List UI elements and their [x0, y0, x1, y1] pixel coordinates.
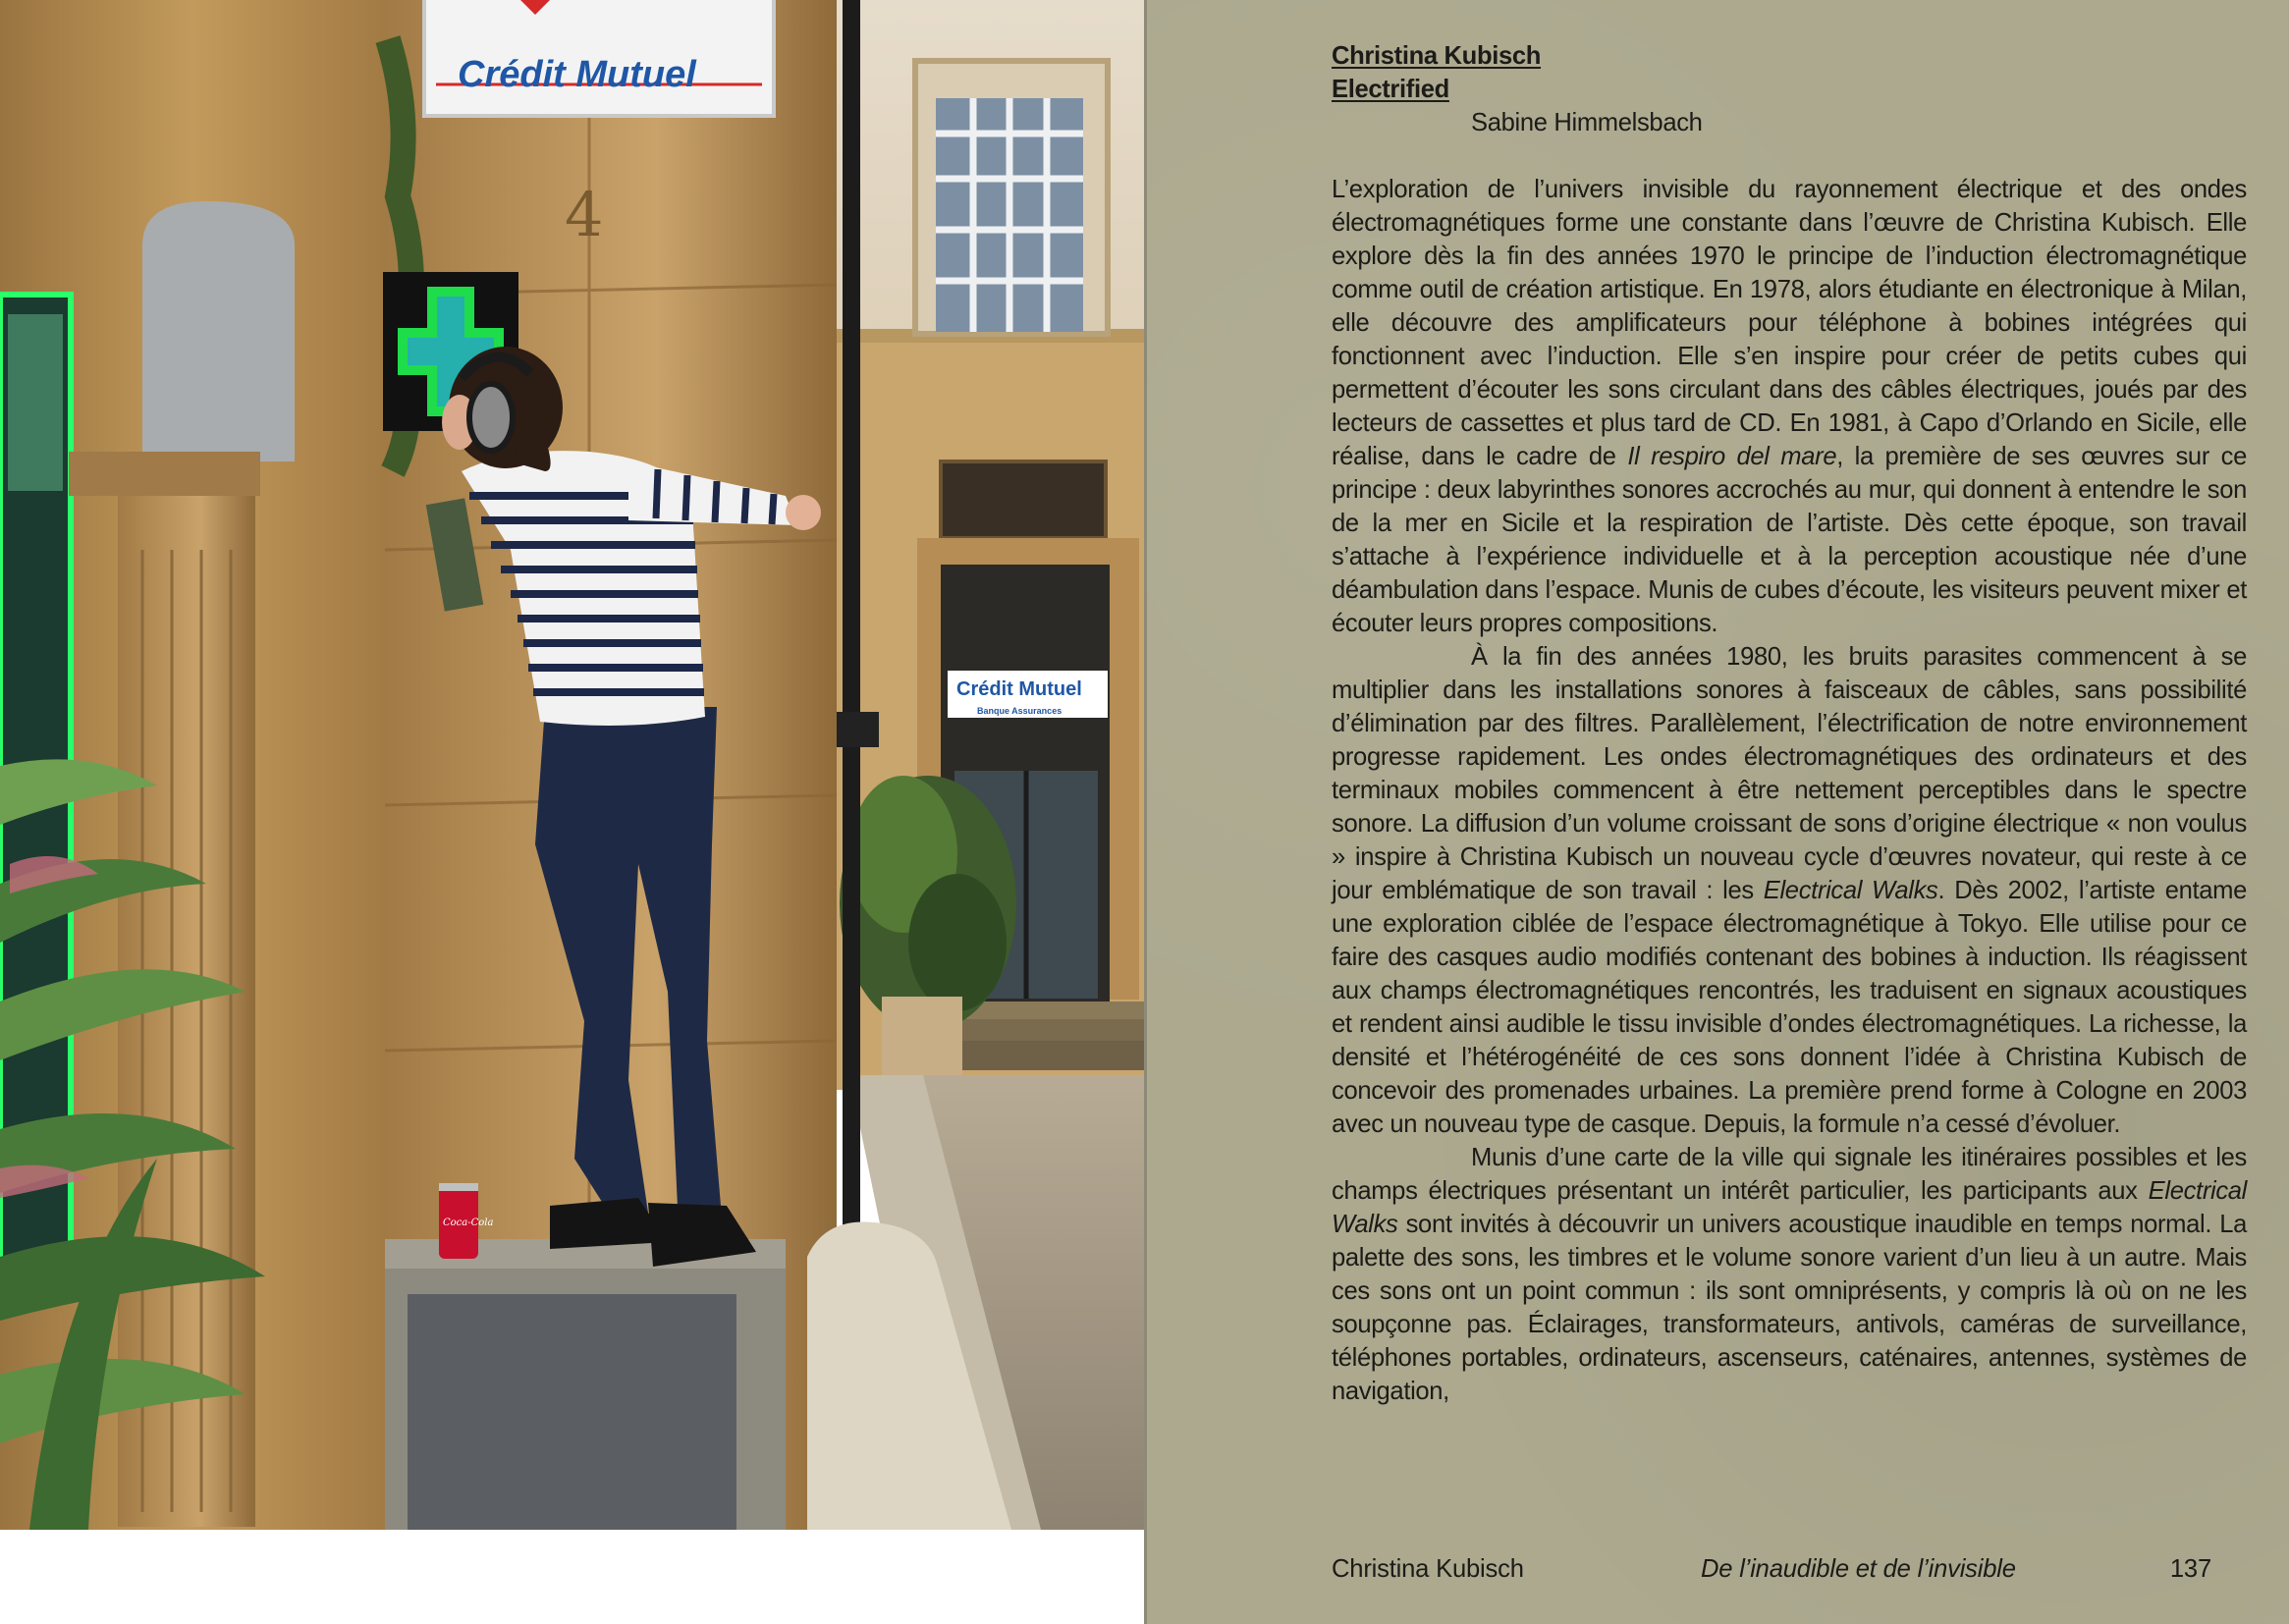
article-title-line-2: Electrified — [1332, 76, 1449, 103]
street-photograph — [0, 0, 1144, 1530]
utility-box-door — [408, 1294, 736, 1530]
planter — [882, 997, 962, 1075]
article-header — [1332, 39, 2247, 139]
dark-panel — [941, 461, 1106, 538]
entrance-steps — [938, 1041, 1144, 1070]
article-body — [1332, 173, 2247, 1408]
headphones — [469, 384, 513, 451]
paragraph-3: Munis d’une carte de la ville qui signale les itinéraires possibles et les champs électriques présentant un intérêt particulier, les participants aux Electrical Walks sont invités à découvrir un univers acoustique inaudible en temps normal. La palette des sons, les timbres et le volume sonore varient d’un lieu à un autre. Mais ces sons ont un point commun : ils sont omniprésents, y compris là où on ne les soupçonne pas. Éclairages, transformateurs, antivols, caméras de surveillance, téléphones portables, ordinateurs, ascenseurs, caténaires, antennes, systèmes de navigation, — [1332, 1144, 2247, 1405]
coke-can-label: Coca-Cola — [443, 1218, 494, 1228]
left-page — [0, 0, 1144, 1624]
house-number: 4 — [565, 179, 604, 250]
article-author: Sabine Himmelsbach — [1471, 109, 1703, 136]
wall-niche — [142, 201, 295, 461]
bank-sign-text: Crédit Mutuel — [458, 54, 696, 95]
door-sign-text: Crédit Mutuel — [956, 678, 1082, 700]
paragraph-2: À la fin des années 1980, les bruits parasites commencent à se multiplier dans les installations sonores à faisceaux de câbles, sans possibilité d’élimination par des filtres. Parallèlement, l’électrification de notre environnement progresse rapidement. Les ondes électromagnétiques des ordinateurs et des terminaux mobiles commencent à être nettement perceptibles dans le spectre sonore. La diffusion d’un volume croissant de sons d’origine électrique « non voulus » inspire à Christina Kubisch un nouveau cycle d’œuvres novateur, qui reste à ce jour emblématique de son travail : les Electrical Walks. Dès 2002, l’artiste entame une exploration ciblée de l’espace électromagnétique à Tokyo. Elle utilise pour ce faire des casques audio modifiés contenant des bobines à induction. Ils réagissent aux champs électromagnétiques rencontrés, les traduisent en signaux acoustiques et rendent ainsi audible le tissu invisible d’ondes électromagnétiques. La richesse, la densité et l’hétérogénéité de ces sons donnent l’idée à Christina Kubisch de concevoir des promenades urbaines. La première prend forme à Cologne en 2003 avec un nouveau type de casque. Depuis, la formule n’a cessé d’évoluer. — [1332, 643, 2248, 1138]
right-page — [1147, 0, 2289, 1624]
hand — [786, 495, 821, 530]
article-title-line-1: Christina Kubisch — [1332, 42, 1542, 70]
footer-author: Christina Kubisch — [1332, 1555, 1524, 1583]
paragraph-1: L’exploration de l’univers invisible du rayonnement électrique et des ondes électromagnétiques forme une constante dans l’œuvre de Christina Kubisch. Elle explore dès la fin des années 1970 le principe de l’induction électromagnétique comme outil de création artistique. En 1978, alors étudiante en électronique à Milan, elle découvre des amplificateurs pour téléphone à bobines intégrées qui fonctionnent avec l’induction. Elle s’en inspire pour créer de petits cubes qui permettent d’écouter les sons circulant dans des câbles électriques, joués par des lecteurs de cassettes et plus tard de CD. En 1981, à Capo d’Orlando en Sicile, elle réalise, dans le cadre de Il respiro del mare, la première de ses œuvres sur ce principe : deux labyrinthes sonores accrochés au mur, qui donnent à entendre le son de la mer en Sicile et la respiration de l’artiste. Dès cette époque, son travail s’attache à l’expérience individuelle et à la perception acoustique née d’une déambulation dans l’espace. Munis de cubes d’écoute, les visiteurs peuvent mixer et écouter leurs propres compositions. — [1332, 176, 2247, 637]
page-number: 137 — [2169, 1555, 2211, 1583]
footer-book-title: De l’inaudible et de l’invisible — [1701, 1555, 2016, 1583]
door-sign-subtext: Banque Assurances — [977, 706, 1063, 716]
drain-pipe — [843, 0, 860, 1227]
column-capital — [69, 452, 260, 496]
